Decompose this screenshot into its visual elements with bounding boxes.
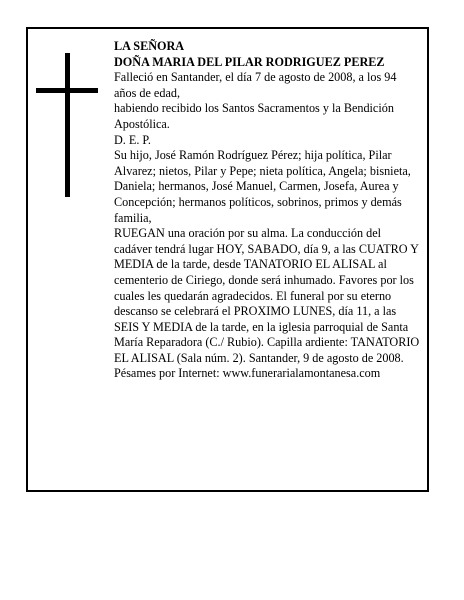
death-paragraph: Falleció en Santander, el día 7 de agosto de 2008, a los 94 años de edad, [114, 70, 397, 100]
cross-horizontal-bar [36, 88, 98, 93]
deceased-name: DOÑA MARIA DEL PILAR RODRIGUEZ PEREZ [114, 54, 385, 69]
condolences-line: Pésames por Internet: www.funerarialamontanesa.com [114, 366, 381, 381]
cross-icon [36, 53, 98, 197]
prayer-paragraph: RUEGAN una oración por su alma. La conducción del cadáver tendrá lugar HOY, SABADO, día 9, a las CUATRO Y MEDIA de la tarde, desde TANATORIO EL ALISAL al cementerio de Ciriego, donde será inhumado. Favores por los cuales les quedarán agradecidos. El funeral por su eterno descanso se celebrará el PROXIMO LUNES, día 11, a las SEIS Y MEDIA de la tarde, en la iglesia parroquial de Santa María Reparadora (C./ Rubio). Capilla ardiente: TANATORIO EL ALISAL (Sala núm. 2). Santander, 9 de agosto de 2008. [114, 226, 420, 365]
obituary-text [114, 39, 420, 382]
cross-vertical-bar [65, 53, 70, 197]
family-paragraph: Su hijo, José Ramón Rodríguez Pérez; hija política, Pilar Alvarez; nietos, Pilar y Pepe; nieta política, Angela; bisnieta, Daniela; hermanos, José Manuel, Carmen, Josefa, Aurea y Concepción; hermanos políticos, sobrinos, primos y demás familia, [114, 148, 411, 225]
title-line-1: LA SEÑORA [114, 39, 185, 53]
dep-line: D. E. P. [114, 132, 151, 147]
sacraments-paragraph: habiendo recibido los Santos Sacramentos y la Bendición Apostólica. [114, 101, 394, 131]
